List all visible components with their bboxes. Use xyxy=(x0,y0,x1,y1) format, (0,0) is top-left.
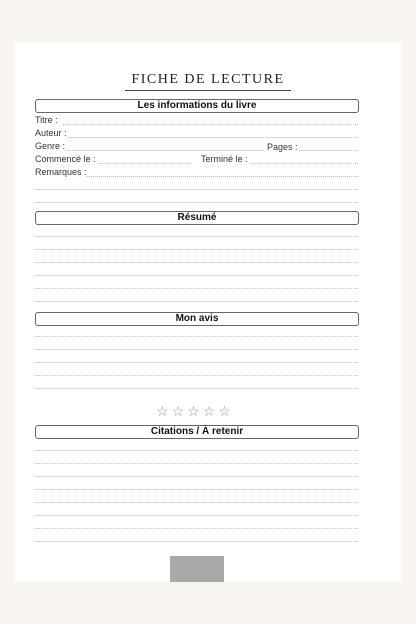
star-icon[interactable]: ☆ xyxy=(171,403,185,419)
rating-stars xyxy=(156,404,231,418)
note-line[interactable] xyxy=(35,262,358,263)
note-line[interactable] xyxy=(35,349,358,350)
note-line[interactable] xyxy=(35,275,358,276)
section-header-resume: Résumé xyxy=(35,211,359,225)
field-label-remarques: Remarques : xyxy=(35,167,87,177)
field-label-titre: Titre : xyxy=(35,115,58,125)
note-line[interactable] xyxy=(35,189,358,190)
footer-text: · · · · · · · · xyxy=(180,566,214,571)
note-line[interactable] xyxy=(35,463,358,464)
note-line[interactable] xyxy=(35,476,358,477)
note-line[interactable] xyxy=(35,236,358,237)
field-line-auteur[interactable] xyxy=(69,137,358,138)
reading-sheet-page xyxy=(15,42,401,582)
star-icon[interactable]: ☆ xyxy=(218,403,231,419)
field-line-genre[interactable] xyxy=(67,150,263,151)
field-line-commence[interactable] xyxy=(99,163,191,164)
note-line[interactable] xyxy=(35,388,358,389)
star-icon[interactable]: ☆ xyxy=(202,403,216,419)
field-label-termine: Terminé le : xyxy=(201,154,248,164)
note-line[interactable] xyxy=(35,301,358,302)
footer-watermark-box xyxy=(170,556,224,582)
note-line[interactable] xyxy=(35,375,358,376)
note-line[interactable] xyxy=(35,541,358,542)
note-line[interactable] xyxy=(35,362,358,363)
field-line-titre[interactable] xyxy=(63,124,358,125)
section-header-citations: Citations / À retenir xyxy=(35,425,359,439)
title-underline xyxy=(125,90,291,91)
note-line[interactable] xyxy=(35,489,358,490)
field-line-remarques[interactable] xyxy=(87,176,358,177)
note-line[interactable] xyxy=(35,528,358,529)
note-line[interactable] xyxy=(35,288,358,289)
field-label-auteur: Auteur : xyxy=(35,128,67,138)
section-header-info: Les informations du livre xyxy=(35,99,359,113)
note-line[interactable] xyxy=(35,202,358,203)
field-label-commence: Commencé le : xyxy=(35,154,96,164)
note-line[interactable] xyxy=(35,515,358,516)
field-line-termine[interactable] xyxy=(251,163,358,164)
note-line[interactable] xyxy=(35,450,358,451)
note-line[interactable] xyxy=(35,336,358,337)
star-icon[interactable]: ☆ xyxy=(187,403,200,419)
note-line[interactable] xyxy=(35,502,358,503)
field-line-pages[interactable] xyxy=(299,150,358,151)
star-icon[interactable]: ☆ xyxy=(156,403,169,419)
note-line[interactable] xyxy=(35,249,358,250)
page-title: FICHE DE LECTURE xyxy=(131,72,285,87)
section-header-avis: Mon avis xyxy=(35,312,359,326)
field-label-genre: Genre : xyxy=(35,141,66,151)
field-label-pages: Pages : xyxy=(267,142,298,152)
